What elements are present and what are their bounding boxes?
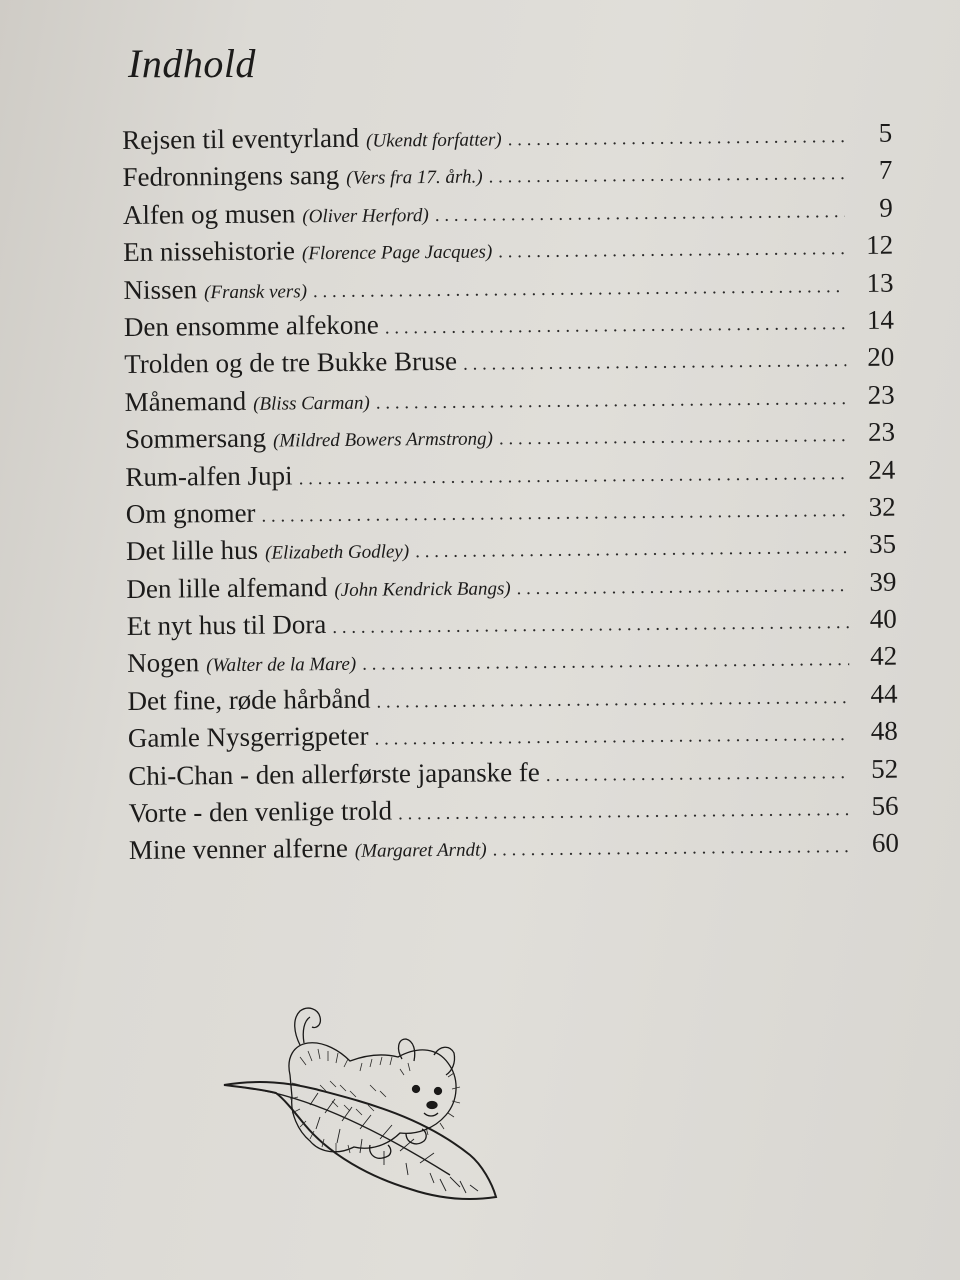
toc-entry-page-number: 13	[866, 267, 894, 298]
dot-leader	[499, 425, 847, 450]
toc-entry-page-number: 7	[878, 154, 893, 186]
toc-entry-page-number: 42	[869, 641, 898, 672]
toc-entry-page-number: 23	[867, 379, 895, 410]
toc-entry-title: Det fine, røde hårbånd	[127, 683, 371, 716]
toc-entry-title: Sommersang	[124, 422, 267, 455]
toc-entry-page-number: 60	[871, 827, 900, 859]
dot-leader	[299, 463, 848, 490]
dot-leader	[435, 201, 845, 227]
toc-entry-title: Om gnomer	[125, 497, 256, 529]
toc-entry-author: (Fransk vers)	[204, 280, 308, 303]
toc-entry-page-number: 44	[870, 678, 898, 709]
toc-entry-title: Trolden og de tre Bukke Bruse	[124, 346, 458, 380]
dot-leader	[374, 724, 850, 751]
toc-entry-page-number: 35	[868, 528, 897, 560]
dot-leader	[546, 762, 851, 787]
toc-entry-page-number: 12	[866, 229, 894, 261]
toc-entry-page-number: 56	[871, 790, 899, 821]
dot-leader	[313, 276, 846, 303]
toc-entry-page-number: 48	[870, 715, 898, 747]
dot-leader	[261, 500, 847, 528]
toc-entry-author: (John Kendrick Bangs)	[334, 577, 511, 601]
toc-entry-page-number: 52	[871, 753, 899, 784]
toc-entry-page-number: 5	[878, 117, 893, 148]
dot-leader	[498, 238, 845, 263]
puppy-on-leaf-icon	[220, 1005, 500, 1225]
dot-leader	[517, 575, 849, 600]
toc-entry-page-number: 24	[868, 454, 896, 485]
dot-leader	[489, 163, 845, 188]
toc-entry-author: (Elizabeth Godley)	[265, 541, 410, 564]
dot-leader	[463, 350, 846, 376]
dot-leader	[493, 836, 852, 861]
dot-leader	[362, 650, 849, 677]
toc-entry-title: Alfen og musen	[122, 198, 296, 230]
toc-entry-title: Rum-alfen Jupi	[125, 459, 293, 492]
toc-entry-page-number: 9	[879, 192, 893, 223]
toc-entry-page-number: 40	[869, 603, 897, 634]
toc-entry-title: Månemand	[124, 385, 247, 417]
toc-entry-title: Chi-Chan - den allerførste japanske fe	[128, 756, 540, 791]
toc-entry-author: (Florence Page Jacques)	[301, 241, 493, 265]
toc-entry-author: (Margaret Arndt)	[354, 839, 487, 863]
toc-entry-author: (Walter de la Mare)	[206, 654, 357, 677]
toc-entry-page-number: 32	[868, 491, 896, 522]
toc-entry-author: (Ukendt forfatter)	[366, 129, 502, 152]
toc-entry-title: Nissen	[123, 273, 198, 305]
table-of-contents	[122, 118, 899, 873]
toc-entry-page-number: 14	[866, 304, 895, 335]
toc-entry-title: Det lille hus	[125, 535, 259, 567]
dot-leader	[332, 612, 849, 639]
toc-entry-title: Vorte - den venlige trold	[128, 795, 393, 828]
dot-leader	[508, 126, 845, 151]
toc-entry-author: (Vers fra 17. årh.)	[346, 166, 483, 190]
toc-entry-author: (Mildred Bowers Armstrong)	[272, 428, 494, 452]
toc-entry-title: Nogen	[127, 647, 200, 679]
toc-entry-page-number: 39	[869, 566, 897, 597]
dot-leader	[415, 537, 848, 563]
toc-entry-title: En nissehistorie	[123, 235, 296, 268]
toc-entry-title: Gamle Nysgerrigpeter	[127, 720, 369, 754]
toc-entry-title: Den lille alfemand	[126, 571, 328, 604]
toc-entry-title: Fedronningens sang	[122, 160, 340, 193]
toc-entry-title: Et nyt hus til Dora	[126, 609, 327, 642]
toc-entry-title: Den ensomme alfekone	[123, 309, 379, 342]
toc-entry-title: Rejsen til eventyrland	[122, 122, 360, 155]
toc-entry-author: (Oliver Herford)	[302, 204, 429, 228]
toc-entry-title: Mine venner alferne	[128, 833, 348, 866]
toc-entry	[129, 828, 899, 873]
dot-leader	[376, 388, 847, 415]
toc-entry-page-number: 23	[867, 416, 896, 447]
dot-leader	[398, 799, 851, 825]
dot-leader	[385, 313, 846, 339]
dot-leader	[376, 687, 849, 714]
toc-entry-author: (Bliss Carman)	[253, 392, 370, 415]
page-title: Indhold	[128, 41, 256, 86]
toc-entry-page-number: 20	[867, 341, 895, 373]
